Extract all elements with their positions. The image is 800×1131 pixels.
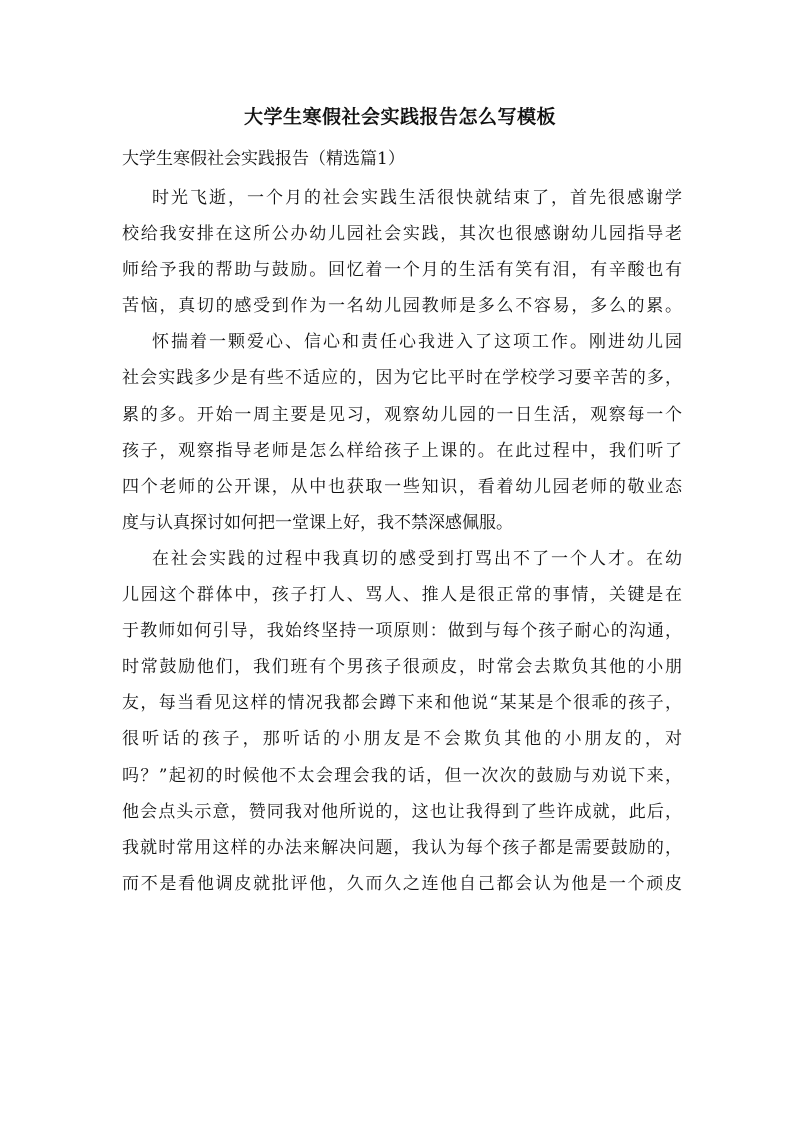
text-line: 四个老师的公开课，从中也获取一些知识，看着幼儿园老师的敬业态 [122,476,682,497]
text-line: 吗？”起初的时候他不太会理会我的话，但一次次的鼓励与劝说下来， [122,765,682,786]
text-line: 在社会实践的过程中我真切的感受到打骂出不了一个人才。在幼 [152,548,682,569]
text-line: 孩子，观察指导老师是怎么样给孩子上课的。在此过程中，我们听了 [122,440,682,461]
text-line: 很听话的孩子，那听话的小朋友是不会欺负其他的小朋友的，对 [122,729,682,750]
document-title: 大学生寒假社会实践报告怎么写模板 [243,106,556,128]
paragraph [122,324,682,541]
text-line: 师给予我的帮助与鼓励。回忆着一个月的生活有笑有泪，有辛酸也有 [122,260,682,281]
paragraph [122,180,682,324]
text-line: 时光飞逝，一个月的社会实践生活很快就结束了，首先很感谢学 [152,188,682,208]
text-line: 友，每当看见这样的情况我都会蹲下来和他说“某某是个很乖的孩子， [122,693,682,714]
text-line: 时常鼓励他们，我们班有个男孩子很顽皮，时常会去欺负其他的小朋 [122,657,682,678]
document-subtitle: 大学生寒假社会实践报告（精选篇1） [122,149,405,169]
text-line: 社会实践多少是有些不适应的，因为它比平时在学校学习要辛苦的多， [122,368,682,389]
document-body [122,180,682,902]
paragraph [122,541,682,902]
text-line: 苦恼，真切的感受到作为一名幼儿园教师是多么不容易，多么的累。 [122,296,682,317]
text-line: 而不是看他调皮就批评他，久而久之连他自己都会认为他是一个顽皮 [122,873,682,894]
text-line: 度与认真探讨如何把一堂课上好，我不禁深感佩服。 [122,512,513,533]
text-line: 他会点头示意，赞同我对他所说的，这也让我得到了些许成就，此后， [122,801,682,822]
text-line: 校给我安排在这所公办幼儿园社会实践，其次也很感谢幼儿园指导老 [122,224,682,245]
text-line: 我就时常用这样的办法来解决问题，我认为每个孩子都是需要鼓励的， [122,837,682,858]
text-line: 于教师如何引导，我始终坚持一项原则：做到与每个孩子耐心的沟通， [122,621,682,642]
text-line: 儿园这个群体中，孩子打人、骂人、推人是很正常的事情，关键是在 [122,585,682,606]
text-line: 累的多。开始一周主要是见习，观察幼儿园的一日生活，观察每一个 [122,404,682,425]
text-line: 怀揣着一颗爱心、信心和责任心我进入了这项工作。刚进幼儿园 [152,332,682,353]
